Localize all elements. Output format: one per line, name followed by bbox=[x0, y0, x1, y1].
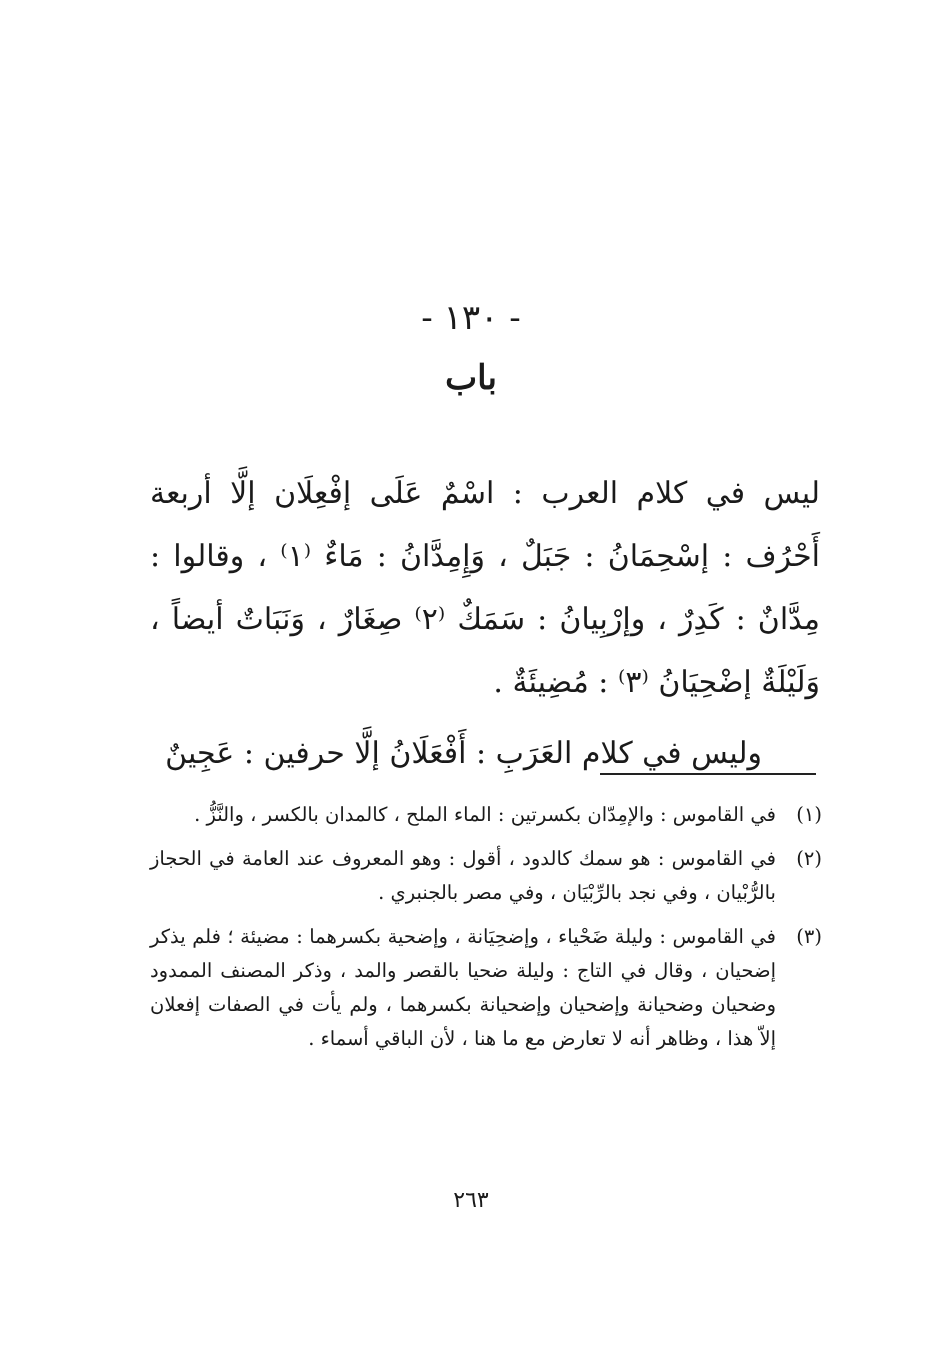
footnote-text: في القاموس : والإمِدّان بكسرتين : الماء الملح ، كالمدان بالكسر ، والنَّزُّ . bbox=[194, 803, 776, 826]
footnote-3 bbox=[150, 920, 822, 1056]
footnote-number: (١) bbox=[796, 803, 822, 826]
footnote-text: في القاموس : هو سمك كالدود ، أقول : وهو المعروف عند العامة في الحجاز بالرُّبْيان ، وفي نجد بالرِّبْيَان ، وفي مصر بالجنبري . bbox=[150, 847, 776, 904]
footnote-separator bbox=[600, 773, 816, 775]
main-paragraph-2: وليس في كلام العَرَبِ : أَفْعَلَانُ إلَّا حرفين : عَجِينٌ bbox=[165, 736, 762, 771]
footnote-1 bbox=[150, 798, 822, 832]
section-number: - ١٣٠ - bbox=[421, 298, 521, 338]
main-text bbox=[150, 462, 820, 785]
footnote-2 bbox=[150, 842, 822, 910]
page-number: ٢٦٣ bbox=[453, 1188, 489, 1213]
main-paragraph-1: ليس في كلام العرب : اسْمٌ عَلَى إفْعِلَان إلَّا أربعة أَحْرُف : إسْحِمَانُ : جَبَلٌ ، وَإِمِدَّانُ : مَاءٌ ⁽١⁾ ، وقالوا : مِدَّانٌ : كَدِرٌ ، وإرْبِيانُ : سَمَكٌ ⁽٢⁾ صِغَارٌ ، وَنَبَاتٌ أيضاً ، وَلَيْلَةٌ إضْحِيَانُ ⁽٣⁾ : مُضِيئَةٌ . bbox=[150, 476, 820, 700]
footnote-number: (٣) bbox=[796, 925, 822, 948]
footnote-number: (٢) bbox=[796, 847, 822, 870]
section-title: باب bbox=[445, 358, 497, 398]
footnotes bbox=[150, 798, 822, 1066]
footnote-text: في القاموس : وليلة ضَحْياء ، وإضحِيَانة ، وإضحية بكسرهما : مضيئة ؛ فلم يذكر إضحيان ، وقال في التاج : وليلة ضحيا بالقصر والمد ، وذكر المصنف الممدود وضحيان وضحيانة وإضحيان وإضحيانة بكسرهما ، ولم يأت في الصفات إفعلان إلاّ هذا ، وظاهر أنه لا تعارض مع ما هنا ، لأن الباقي أسماء . bbox=[150, 925, 776, 1050]
